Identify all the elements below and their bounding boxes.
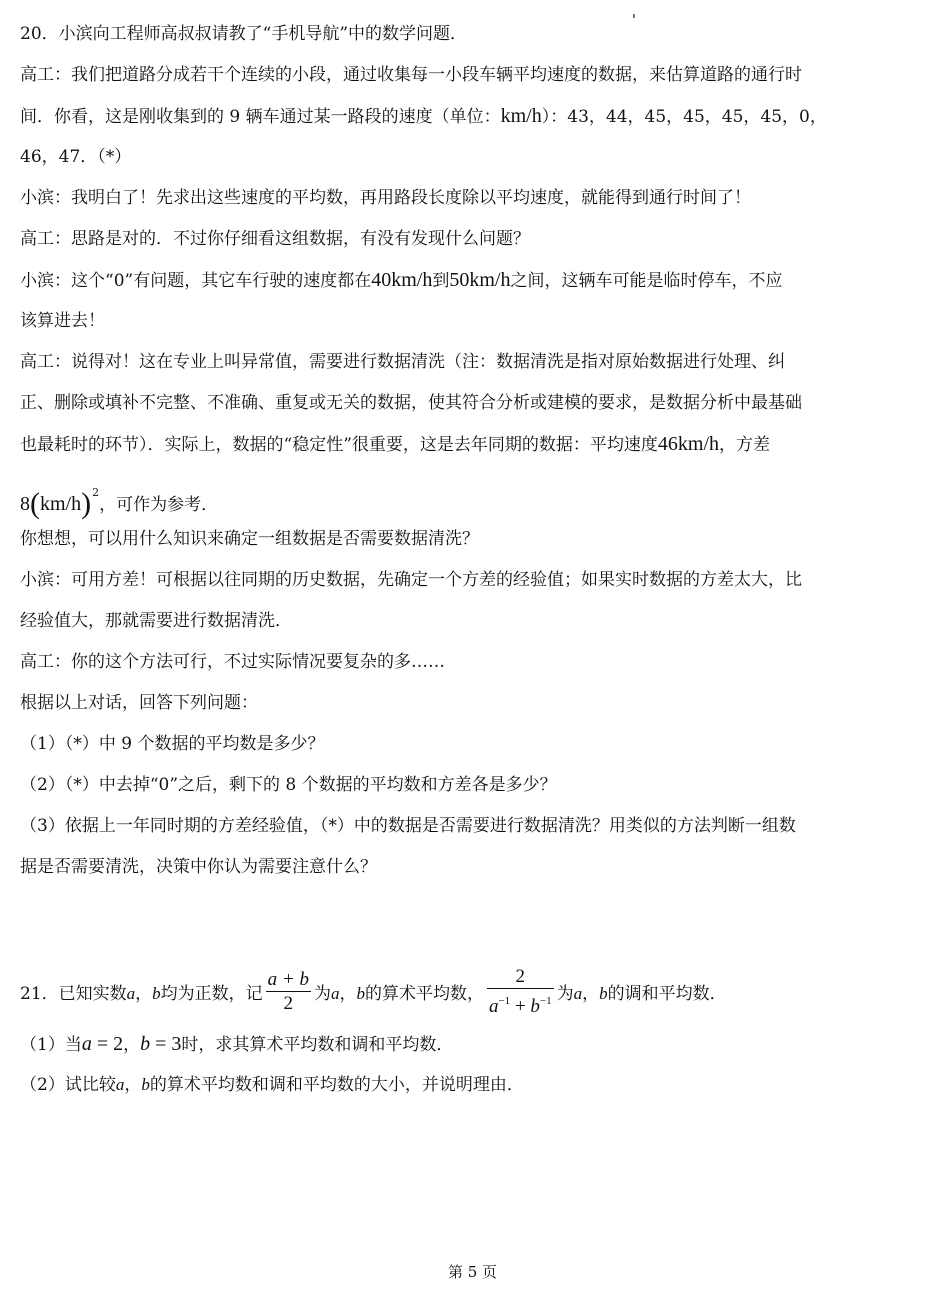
- variance-value: 8: [20, 493, 30, 515]
- q20-line-7-to: 到: [432, 271, 450, 291]
- var-b: b: [152, 984, 161, 1003]
- b-equals-3: = 3: [150, 1033, 182, 1055]
- exponent: −1: [539, 995, 552, 1007]
- q21-title: [20, 966, 920, 1022]
- q20-line-11-end: ，方差: [719, 435, 771, 455]
- q20-line-17: 根据以上对话，回答下列问题：: [20, 693, 258, 713]
- q20-line-10: 正、删除或填补不完整、不准确、重复或无关的数据，使其符合分析或建模的要求，是数据分析中最基础: [20, 393, 802, 413]
- q20-line-5: 小滨：我明白了！先求出这些速度的平均数，再用路段长度除以平均速度，就能得到通行时间了！: [20, 188, 751, 208]
- q20-variance-line: [20, 478, 920, 520]
- q21-sub-1-text: （1）当: [20, 1035, 82, 1055]
- arithmetic-mean-fraction: [266, 969, 311, 1016]
- q20-line-2: 高工：我们把道路分成若干个连续的小段，通过收集每一小段车辆平均速度的数据，来估算道路的通行时: [20, 65, 802, 85]
- speed-40: 40km/h: [371, 269, 433, 291]
- q20-title: 20．小滨向工程师高叔叔请教了“手机导航”中的数学问题．: [20, 24, 468, 44]
- page-number: 第 5 页: [447, 1263, 498, 1281]
- var-a: a: [488, 996, 499, 1017]
- exponent: 2: [92, 486, 100, 499]
- q20-sub-1: （1）（*）中 9 个数据的平均数是多少？: [20, 734, 325, 754]
- scan-mark: [633, 14, 635, 18]
- q21-text-3: 为: [313, 984, 331, 1004]
- var-b: b: [140, 1033, 151, 1055]
- unit-kmh: km/h: [500, 105, 542, 127]
- paren-close: ): [81, 487, 92, 520]
- q20-line-16: 高工：你的这个方法可行，不过实际情况要复杂的多……: [20, 652, 445, 672]
- q21-intro: 21．已知实数: [20, 984, 127, 1004]
- fraction-denominator: [487, 989, 554, 1019]
- q20-line-3: [20, 104, 920, 129]
- q20-sub-3: （3）依据上一年同时期的方差经验值，（*）中的数据是否需要进行数据清洗？用类似的方法判断一组数: [20, 816, 796, 836]
- comma: ，: [123, 1035, 141, 1055]
- exponent: −1: [498, 995, 511, 1007]
- q21-text-5: 的调和平均数．: [607, 984, 727, 1004]
- comma: ，: [582, 984, 600, 1004]
- q21-text-4: 的算术平均数，: [364, 984, 484, 1004]
- comma: ，: [124, 1075, 142, 1095]
- q20-line-7-text: 小滨：这个“0”有问题，其它车行驶的速度都在: [20, 271, 372, 291]
- comma: ，: [135, 984, 153, 1004]
- fraction-numerator: 2: [515, 966, 526, 987]
- var-b: b: [141, 1075, 150, 1094]
- fraction-denominator: 2: [283, 993, 294, 1014]
- paren-open: (: [30, 487, 40, 520]
- q20-line-12-text: ，可作为参考．: [99, 495, 219, 515]
- var-a: a: [126, 984, 136, 1003]
- q21-sub-2: [20, 1073, 920, 1097]
- q20-line-14: 小滨：可用方差！可根据以往同期的历史数据，先确定一个方差的经验值；如果实时数据的方差太大，比: [20, 570, 802, 590]
- var-b: b: [530, 996, 540, 1017]
- fraction-numerator: a + b: [267, 969, 309, 990]
- q20-sub-3-cont: 据是否需要清洗，决策中你认为需要注意什么？: [20, 857, 377, 877]
- var-b: b: [356, 984, 365, 1003]
- q21-sub-1-end: 时，求其算术平均数和调和平均数．: [181, 1035, 454, 1055]
- q20-line-11: [20, 432, 920, 457]
- harmonic-mean-fraction: [487, 966, 554, 1019]
- var-b: b: [599, 984, 608, 1003]
- q21-sub-1: [20, 1032, 920, 1057]
- q21-sub-2-end: 的算术平均数和调和平均数的大小，并说明理由．: [149, 1075, 524, 1095]
- q20-line-15: 经验值大，那就需要进行数据清洗．: [20, 611, 292, 631]
- variance-unit: km/h: [40, 493, 82, 515]
- q20-sub-2: （2）（*）中去掉“0”之后，剩下的 8 个数据的平均数和方差各是多少？: [20, 775, 557, 795]
- q20-line-7-end: 之间，这辆车可能是临时停车，不应: [510, 271, 783, 291]
- q20-line-6: 高工：思路是对的．不过你仔细看这组数据，有没有发现什么问题？: [20, 229, 530, 249]
- var-a: a: [81, 1033, 92, 1055]
- speed-50: 50km/h: [449, 269, 511, 291]
- var-a: a: [115, 1075, 125, 1094]
- q20-line-11-text: 也最耗时的环节）．实际上，数据的“稳定性”很重要，这是去年同期的数据：平均速度: [20, 435, 658, 455]
- var-a: a: [330, 984, 340, 1003]
- q21-sub-2-text: （2）试比较: [20, 1075, 116, 1095]
- q20-line-8: 该算进去！: [20, 311, 105, 331]
- q20-line-13: 你想想，可以用什么知识来确定一组数据是否需要数据清洗？: [20, 529, 479, 549]
- q21-text-3b: 为: [556, 984, 574, 1004]
- q20-line-3-text: 间．你看，这是刚收集到的 9 辆车通过某一路段的速度（单位：: [20, 107, 501, 127]
- q20-line-7: [20, 268, 920, 293]
- plus-sign: +: [510, 996, 531, 1017]
- q21-text-2: 均为正数，记: [160, 984, 263, 1004]
- speed-46: 46km/h: [657, 433, 720, 455]
- comma: ，: [339, 984, 357, 1004]
- q20-line-4: 46，47．（*）: [20, 147, 132, 167]
- a-equals-2: = 2: [91, 1033, 124, 1055]
- q20-speed-data: ）：43，44，45，45，45，45，0，: [541, 107, 827, 127]
- q20-line-9: 高工：说得对！这在专业上叫异常值，需要进行数据清洗（注：数据清洗是指对原始数据进行处理、纠: [20, 352, 785, 372]
- var-a: a: [573, 984, 583, 1003]
